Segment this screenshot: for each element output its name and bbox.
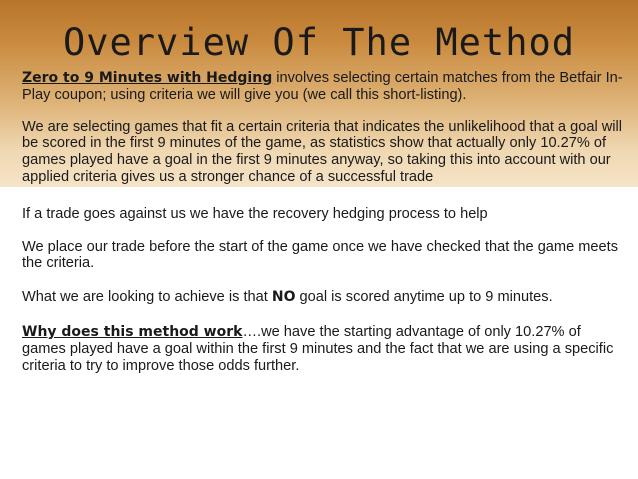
paragraph-placement: We place our trade before the start of the game once we have checked that the game meets the criteria. xyxy=(22,238,618,272)
goal-text-before: What we are looking to achieve is that xyxy=(22,289,272,306)
paragraph-selection: We are selecting games that fit a certain criteria that indicates the unlikelihood that a goal will be scored in the first 9 minutes of the game, as statistics show that actually only 10.27% of games played have a goal in the first 9 minutes anyway, so taking this into account with our applied criteria gives us a stronger chance of a successful trade xyxy=(22,118,623,185)
intro-text: involves selecting certain matches from the Betfair In-Play coupon; using criteria we will give you (we call this short-listing). xyxy=(22,70,623,103)
why-heading: Why does this method work xyxy=(22,323,243,340)
goal-emphasis: NO xyxy=(271,289,296,306)
paragraph-recovery: If a trade goes against us we have the recovery hedging process to help xyxy=(22,205,488,222)
paragraph-why xyxy=(22,324,626,374)
slide-body xyxy=(22,70,626,374)
goal-text-after: goal is scored anytime up to 9 minutes. xyxy=(295,289,553,306)
slide-title: Overview Of The Method xyxy=(62,21,576,64)
paragraph-goal xyxy=(22,289,626,306)
method-name: Zero to 9 Minutes with Hedging xyxy=(22,70,273,86)
paragraph-intro xyxy=(22,70,626,104)
why-text: ….we have the starting advantage of only 10.27% of games played have a goal within the first 9 minutes and the fact that we are using a specific criteria to try to improve those odds further. xyxy=(22,323,614,374)
